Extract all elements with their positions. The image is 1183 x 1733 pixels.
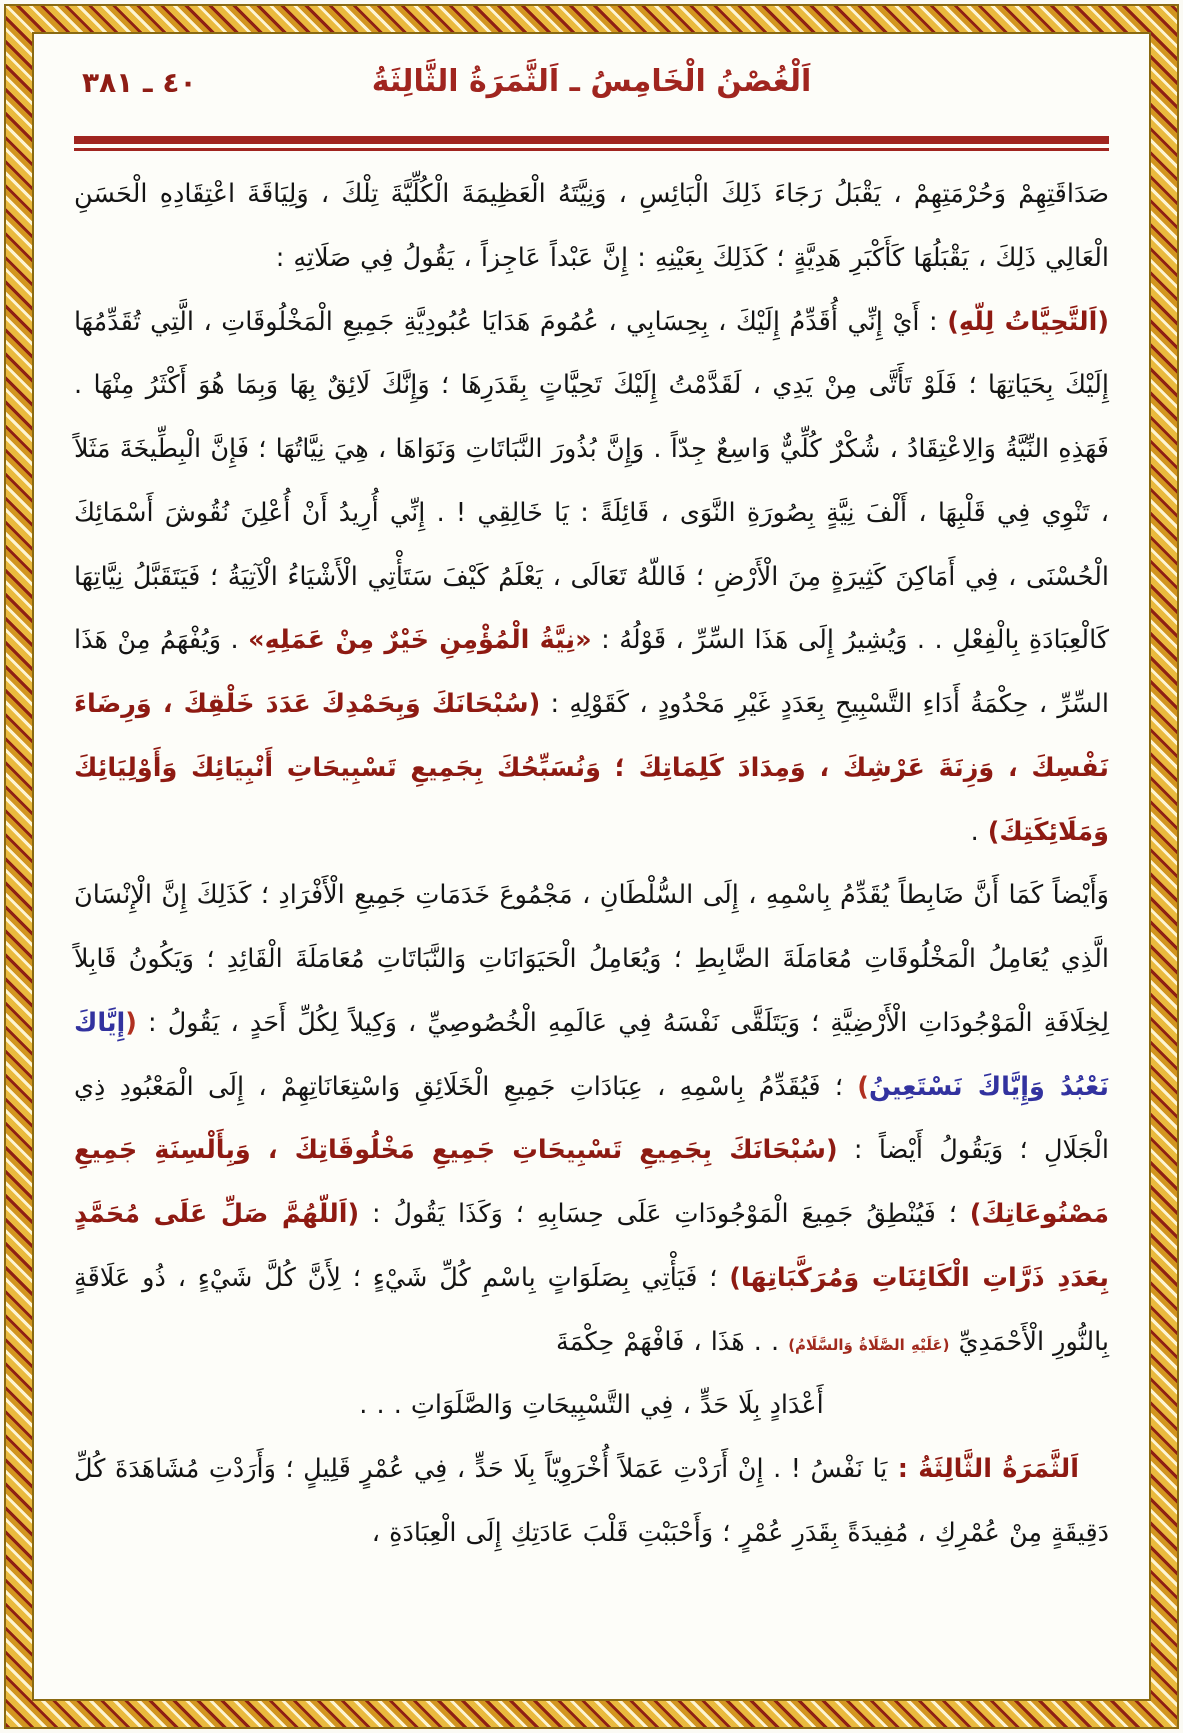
- page-header: [74, 64, 1109, 130]
- text-segment: وَأَيْضاً كَمَا أَنَّ ضَابِطاً يُقَدِّمُ بِاسْمِهِ ، إِلَى السُّلْطَانِ ، مَجْمُوعَ خَدَمَاتِ جَمِيعِ الْأَفْرَادِ ؛ كَذَلِكَ إِنَّ الْإِنْسَانَ الَّذِي يُعَامِلُ الْمَخْلُوقَاتِ مُعَامَلَةَ الضَّابِطِ ؛ وَيُعَامِلُ الْحَيَوَانَاتِ وَالنَّبَاتَاتِ مُعَامَلَةَ الْقَائِدِ ؛ وَيَكُونُ قَابِلاً لِخِلَافَةِ الْمَوْجُودَاتِ الْأَرْضِيَّةِ ؛ وَيَتَلَقَّى نَفْسَهُ فِي عَالَمِهِ الْخُصُوصِيِّ ، وَكِيلاً لِكُلِّ أَحَدٍ ، يَقُولُ :: [74, 880, 1109, 1038]
- ornate-bracket-close: ): [857, 1071, 869, 1102]
- text-segment: صَدَاقَتِهِمْ وَحُرْمَتِهِمْ ، يَقْبَلُ رَجَاءَ ذَلِكَ الْبَائِسِ ، وَنِيَّتَهُ الْعَظِيمَةَ الْكُلِّيَّةَ تِلْكَ ، وَلِيَاقَةَ اعْتِقَادِهِ الْحَسَنِ الْعَالِي ذَلِكَ ، يَقْبَلُهَا كَأَكْبَرِ هَدِيَّةٍ ؛ كَذَلِكَ بِعَيْنِهِ : إِنَّ عَبْداً عَاجِزاً ، يَقُولُ فِي صَلَاتِهِ :: [74, 179, 1109, 273]
- body-text: [74, 163, 1109, 1566]
- tasbih-quote: (سُبْحَانَكَ وَبِحَمْدِكَ عَدَدَ خَلْقِكَ ، وَرِضَاءَ نَفْسِكَ ، وَزِنَةَ عَرْشِكَ ، وَمِدَادَ كَلِمَاتِكَ ؛ وَنُسَبِّحُكَ بِجَمِيعِ تَسْبِيحَاتِ أَنْبِيَائِكَ وَأَوْلِيَائِكَ وَمَلَائِكَتِكَ): [74, 689, 1109, 847]
- text-segment: ؛ فَيُنْطِقُ جَمِيعَ الْمَوْجُودَاتِ عَلَى حِسَابِهِ ؛ وَكَذَا يَقُولُ :: [359, 1199, 970, 1229]
- quote-tahiyyat: (اَلتَّحِيَّاتُ لِلّهِ): [947, 306, 1109, 337]
- text-segment: . وَيُفْهَمُ مِنْ هَذَا السِّرِّ ، حِكْمَةُ أَدَاءِ التَّسْبِيحِ بِعَدَدٍ غَيْرِ مَحْدُودٍ ، كَقَوْلِهِ :: [74, 625, 1109, 719]
- text-segment: .: [970, 816, 988, 847]
- decorative-border-frame: [6, 6, 1177, 1727]
- text-segment: يَا نَفْسُ ! . إِنْ أَرَدْتِ عَمَلاً أُخْرَوِيّاً بِلَا حَدٍّ ، فِي عُمْرٍ قَلِيلٍ ؛ وَأَرَدْتِ مُشَاهَدَةَ كُلِّ دَقِيقَةٍ مِنْ عُمْرِكِ ، مُفِيدَةً بِقَدَرِ عُمْرٍ ؛ وَأَحْبَبْتِ قَلْبَ عَادَتِكِ إِلَى الْعِبَادَةِ ،: [74, 1454, 1109, 1548]
- header-rule-thin: [74, 148, 1109, 151]
- section-heading-third-fruit: اَلثَّمَرَةُ الثَّالِثَةُ :: [887, 1454, 1079, 1484]
- tasbih-quote-2: (سُبْحَانَكَ بِجَمِيعِ تَسْبِيحَاتِ جَمِيعِ مَخْلُوقَاتِكَ ، وَبِأَلْسِنَةِ جَمِيعِ مَصْنُوعَاتِكَ): [74, 1135, 1109, 1229]
- hadith-quote: «نِيَّةُ الْمُؤْمِنِ خَيْرٌ مِنْ عَمَلِهِ»: [248, 625, 592, 656]
- text-segment: ؛ فَيُقَدِّمُ بِاسْمِهِ ، عِبَادَاتِ جَمِيعِ الْخَلَائِقِ وَاسْتِعَانَاتِهِمْ ، إِلَى الْمَعْبُودِ ذِي الْجَلَالِ ؛ وَيَقُولُ أَيْضاً :: [74, 1071, 1109, 1166]
- text-segment: ؛ فَيَأْتِي بِصَلَوَاتٍ بِاسْمِ كُلِّ شَيْءٍ ؛ لِأَنَّ كُلَّ شَيْءٍ ، ذُو عَلَاقَةٍ بِالنُّورِ الْأَحْمَدِيِّ: [74, 1262, 1109, 1357]
- salawat-seal: (عَلَيْهِ الصَّلَاةُ وَالسَّلَامُ): [788, 1335, 950, 1354]
- paragraph: [74, 864, 1109, 1374]
- paragraph: [74, 291, 1109, 865]
- text-segment: : أَيْ إِنِّي أُقَدِّمُ إِلَيْكَ ، بِحِسَابِي ، عُمُومَ هَدَايَا عُبُودِيَّةِ جَمِيعِ الْمَخْلُوقَاتِ ، الَّتِي تُقَدِّمُهَا إِلَيْكَ بِحَيَاتِهَا ؛ فَلَوْ تَأَتَّى مِنْ يَدِي ، لَقَدَّمْتُ إِلَيْكَ تَحِيَّاتٍ بِقَدَرِهَا ؛ وَإِنَّكَ لَائِقٌ بِهَا وَبِمَا هُوَ أَكْثَرُ مِنْهَا . فَهَذِهِ النِّيَّةُ وَالِاعْتِقَادُ ، شُكْرٌ كُلِّيٌّ وَاسِعٌ جِدّاً . وَإِنَّ بُذُورَ النَّبَاتَاتِ وَنَوَاهَا ، هِيَ نِيَّاتُهَا ؛ فَإِنَّ الْبِطِّيخَةَ مَثَلاً ، تَنْوِي فِي قَلْبِهَا ، أَلْفَ نِيَّةٍ بِصُورَةِ النَّوَى ، قَائِلَةً : يَا خَالِقِي ! . إِنِّي أُرِيدُ أَنْ أُعْلِنَ نُقُوشَ أَسْمَائِكَ الْحُسْنَى ، فِي أَمَاكِنَ كَثِيرَةٍ مِنَ الْأَرْضِ ؛ فَاللّهُ تَعَالَى ، يَعْلَمُ كَيْفَ سَتَأْتِي الْأَشْيَاءُ الْآتِيَةُ ؛ فَيَتَقَبَّلُ نِيَّاتِهَا كَالْعِبَادَةِ بِالْفِعْلِ . . وَيُشِيرُ إِلَى هَذَا السِّرِّ ، قَوْلُهُ :: [74, 306, 1109, 656]
- header-rule: [74, 136, 1109, 151]
- quran-verse: إِيَّاكَ نَعْبُدُ وَإِيَّاكَ نَسْتَعِينُ: [74, 1007, 1109, 1102]
- page-number: ٤٠ ـ ٣٨١: [82, 66, 197, 99]
- paragraph: [74, 1374, 1109, 1438]
- page-content: [32, 32, 1151, 1701]
- text-segment: . . هَذَا ، فَافْهَمْ حِكْمَةَ: [556, 1326, 789, 1357]
- salawat-quote: (اَللّهُمَّ صَلِّ عَلَى مُحَمَّدٍ بِعَدَدِ ذَرَّاتِ الْكَائِنَاتِ وَمُرَكَّبَاتِهَا): [74, 1199, 1109, 1293]
- page-title: اَلْغُصْنُ الْخَامِسُ ـ اَلثَّمَرَةُ الثَّالِثَةُ: [371, 64, 812, 99]
- text-segment: أَعْدَادٍ بِلَا حَدٍّ ، فِي التَّسْبِيحَاتِ وَالصَّلَوَاتِ . . .: [359, 1390, 824, 1421]
- paragraph: [74, 163, 1109, 291]
- header-rule-thick: [74, 136, 1109, 144]
- paragraph: [74, 1438, 1109, 1566]
- ornate-bracket-open: (: [125, 1007, 137, 1038]
